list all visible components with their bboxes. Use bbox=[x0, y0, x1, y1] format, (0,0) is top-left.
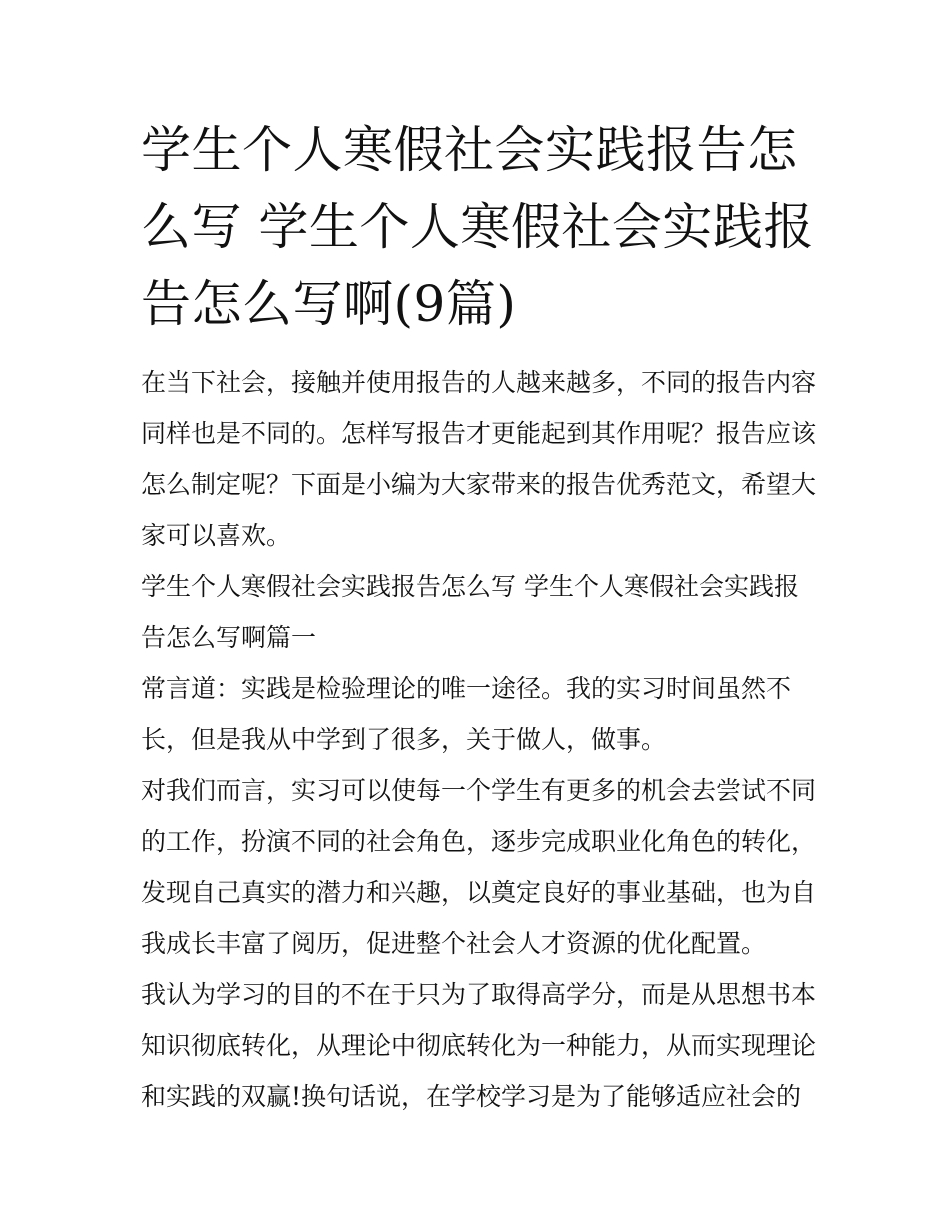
body-paragraph: 常言道：实践是检验理论的唯一途径。我的实习时间虽然不长，但是我从中学到了很多，关于做人，做事。 bbox=[141, 674, 792, 754]
intro-paragraph: 在当下社会，接触并使用报告的人越来越多，不同的报告内容同样也是不同的。怎样写报告才更能起到其作用呢？报告应该怎么制定呢？下面是小编为大家带来的报告优秀范文，希望大家可以喜欢。 bbox=[141, 368, 817, 550]
body-paragraph: 对我们而言，实习可以使每一个学生有更多的机会去尝试不同的工作，扮演不同的社会角色，逐步完成职业化角色的转化，发现自己真实的潜力和兴趣，以奠定良好的事业基础，也为自我成长丰富了阅历，促进整个社会人才资源的优化配置。 bbox=[141, 776, 817, 958]
document-page bbox=[141, 112, 816, 1122]
body-paragraph: 我认为学习的目的不在于只为了取得高学分，而是从思想书本知识彻底转化，从理论中彻底转化为一种能力，从而实现理论和实践的双赢!换句话说，在学校学习是为了能够适应社会的 bbox=[141, 980, 817, 1111]
section-heading: 学生个人寒假社会实践报告怎么写 学生个人寒假社会实践报告怎么写啊篇一 bbox=[141, 572, 799, 652]
document-title: 学生个人寒假社会实践报告怎么写 学生个人寒假社会实践报告怎么写啊(9篇) bbox=[141, 121, 814, 333]
